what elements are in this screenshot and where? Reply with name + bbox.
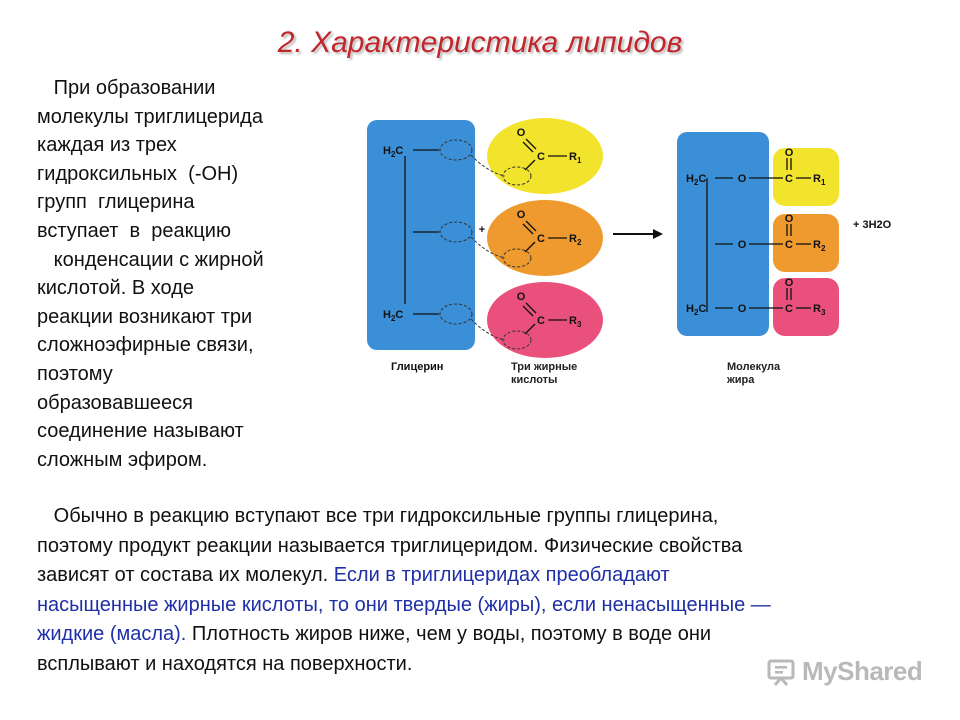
water-product: + 3H2O	[853, 219, 892, 231]
acid-r-group-1: $R_1$	[569, 151, 582, 165]
product-carbon-1: $H_2C$	[686, 173, 707, 187]
glycerol-carbon-1: $H_2C$	[383, 145, 404, 159]
summary-part-2: Плотность жиров ниже, чем у воды, поэтому в воде они всплывают и находятся на поверхности.	[37, 623, 712, 675]
product-acid-box-3	[773, 278, 839, 336]
product-ester-oxygen-3: O	[737, 303, 747, 315]
page-title: 2. Характеристика липидов	[277, 26, 683, 59]
summary-highlight: Если в триглицеридах преобладают насыщенные жирные кислоты, то они твердые (жиры), если ненасыщенные — жидкие (масла).	[37, 564, 771, 645]
product-acid-box-1	[773, 148, 839, 206]
acid-oxygen-3: O	[516, 291, 526, 303]
product-acid-box-2	[773, 214, 839, 272]
product-carbon-acyl-2: C	[785, 239, 793, 251]
watermark	[766, 656, 922, 687]
product-r-group-2: $R_2$	[813, 239, 826, 253]
fatty-acid-ellipse-1	[487, 118, 603, 194]
acid-carbon-1: C	[537, 151, 545, 163]
plus-sign-left: +	[478, 224, 486, 236]
caption-fatty-acids: Три жирные кислоты	[511, 361, 578, 386]
product-carbon-acyl-1: C	[785, 173, 793, 185]
acid-oxygen-1: O	[516, 127, 526, 139]
acid-carbon-2: C	[537, 233, 545, 245]
product-carbon-acyl-3: C	[785, 303, 793, 315]
caption-fat-molecule: Молекула жира	[727, 361, 781, 386]
reaction-arrow-head	[653, 229, 663, 239]
summary-part-1: Обычно в реакцию вступают все три гидроксильные группы глицерина, поэтому продукт реакции называется триглицеридом. Физические свойства зависят от состава их молекул.	[37, 505, 743, 586]
acid-carbon-3: C	[537, 315, 545, 327]
glycerol-carbon-3: $H_2C$	[383, 309, 404, 323]
acid-r-group-3: $R_3$	[569, 315, 582, 329]
summary-paragraph	[37, 502, 927, 679]
intro-paragraph: При образовании молекулы триглицерида каждая из трех гидроксильных (-ОН) групп глицерина вступает в реакцию конденсации с жирной кислотой. В ходе реакции возникают три сложноэфирные связи, поэтому образовавшееся соединение называют сложным эфиром.	[37, 77, 264, 471]
product-ester-oxygen-2: O	[737, 239, 747, 251]
product-ester-oxygen-1: O	[737, 173, 747, 185]
fatty-acid-ellipse-2	[487, 200, 603, 276]
product-carbonyl-oxygen-2: O	[784, 213, 794, 225]
product-r-group-3: $R_3$	[813, 303, 826, 317]
product-carbonyl-oxygen-1: O	[784, 147, 794, 159]
acid-oxygen-2: O	[516, 209, 526, 221]
fatty-acid-ellipse-3	[487, 282, 603, 358]
product-r-group-1: $R_1$	[813, 173, 826, 187]
triglyceride-reaction-diagram	[355, 108, 915, 398]
projector-screen-icon	[766, 657, 796, 687]
watermark-text: MyShared	[802, 656, 923, 686]
caption-glycerol: Глицерин	[391, 361, 444, 373]
acid-r-group-2: $R_2$	[569, 233, 582, 247]
product-carbonyl-oxygen-3: O	[784, 277, 794, 289]
product-carbon-3: $H_2C$	[686, 303, 707, 317]
